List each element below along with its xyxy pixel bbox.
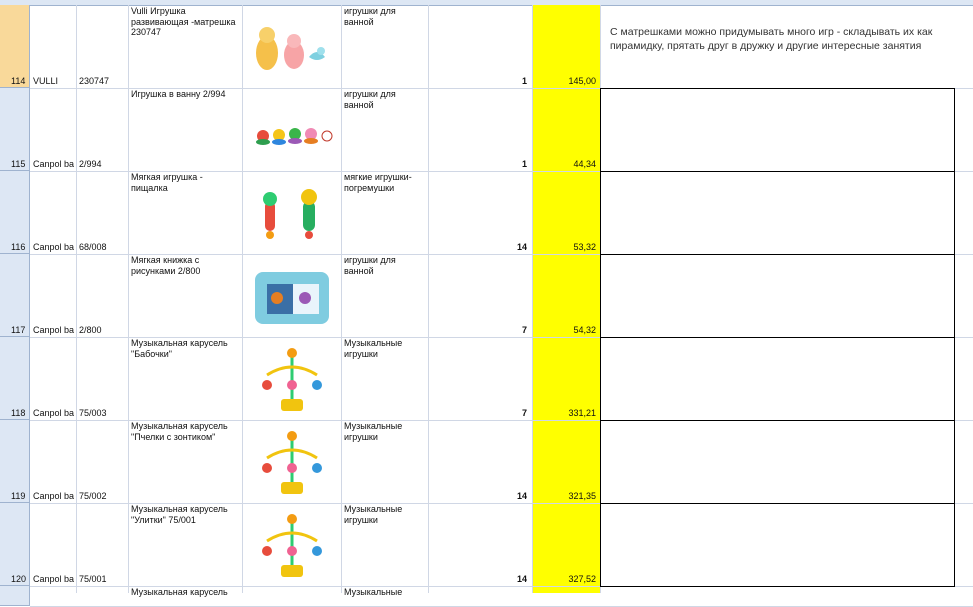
brand-cell[interactable]: Canpol ba [33,574,75,584]
category-cell[interactable]: мягкие игрушки-погремушки [344,172,412,193]
code-cell[interactable]: 2/800 [79,325,102,335]
quantity-cell[interactable]: 1 [521,159,527,169]
code-cell[interactable]: 68/008 [79,242,107,252]
name-cell[interactable]: Мягкая игрушка - пищалка [131,172,203,193]
brand-cell[interactable]: Canpol ba [33,408,75,418]
category-cell[interactable]: игрушки для ванной [344,89,396,110]
brand-cell[interactable]: Canpol ba [33,242,75,252]
mobile-bees-image [247,428,337,498]
name-cell[interactable]: Музыкальная карусель "Пчелки с зонтиком" [131,421,228,442]
brand-cell[interactable]: Canpol ba [33,491,75,501]
name-cell[interactable]: Vulli Игрушка развивающая -матрешка 230747 [131,6,236,37]
row-number[interactable]: 118 [11,408,26,418]
code-cell[interactable]: 75/003 [79,408,107,418]
row-number[interactable]: 116 [11,242,26,252]
price-cell[interactable]: 331,21 [568,408,596,418]
name-cell[interactable]: Музыкальная карусель [131,587,228,597]
squeaky-toy-image [247,179,337,249]
category-cell[interactable]: Музыкальные игрушки [344,338,403,359]
price-cell[interactable]: 321,35 [568,491,596,501]
grid-line [128,5,129,593]
price-cell[interactable]: 53,32 [573,242,596,252]
mobile-snails-image [247,511,337,581]
code-cell[interactable]: 2/994 [79,159,102,169]
brand-cell[interactable]: Canpol ba [33,325,75,335]
row-number[interactable]: 119 [11,491,26,501]
description-box[interactable] [600,503,955,587]
description-box[interactable] [600,88,955,172]
category-cell[interactable]: Музыкальные [344,587,403,597]
code-cell[interactable]: 75/002 [79,491,107,501]
soft-book-image [247,262,337,332]
grid-line [341,5,342,593]
description-box[interactable] [600,254,955,338]
mobile-butterflies-image [247,345,337,415]
quantity-cell[interactable]: 14 [516,574,527,584]
row-number[interactable]: 117 [11,325,26,335]
grid-line [428,5,429,593]
description-box[interactable] [600,337,955,421]
row-number[interactable]: 120 [11,574,27,584]
row-number[interactable]: 115 [11,159,26,169]
row-number[interactable]: 114 [11,76,26,86]
category-cell[interactable]: игрушки для ванной [344,6,396,27]
matryoshka-toy-image [247,13,337,83]
quantity-cell[interactable]: 14 [516,242,527,252]
price-column-highlight [533,5,600,593]
quantity-cell[interactable]: 1 [521,76,527,86]
price-cell[interactable]: 327,52 [568,574,596,584]
brand-cell[interactable]: Canpol ba [33,159,75,169]
price-cell[interactable]: 44,34 [573,159,596,169]
category-cell[interactable]: Музыкальные игрушки [344,504,403,525]
code-cell[interactable]: 230747 [79,76,110,86]
price-cell[interactable]: 145,00 [568,76,596,86]
category-cell[interactable]: Музыкальные игрушки [344,421,403,442]
name-cell[interactable]: Игрушка в ванну 2/994 [131,89,226,99]
name-cell[interactable]: Музыкальная карусель "Улитки" 75/001 [131,504,228,525]
grid-line [76,5,77,593]
row-header[interactable] [0,586,30,606]
description-cell[interactable]: С матрешками можно придумывать много игр - складывать их как пирамидку, прятать друг в дружку и другие интересные занятия [610,26,933,52]
price-cell[interactable]: 54,32 [573,325,596,335]
name-cell[interactable]: Музыкальная карусель "Бабочки" [131,338,228,359]
code-cell[interactable]: 75/001 [79,574,107,584]
quantity-cell[interactable]: 14 [516,491,527,501]
quantity-cell[interactable]: 7 [521,408,527,418]
grid-line [242,5,243,593]
description-box[interactable] [600,420,955,504]
brand-cell[interactable]: VULLI [33,76,59,86]
category-cell[interactable]: игрушки для ванной [344,255,396,276]
description-box[interactable] [600,171,955,255]
quantity-cell[interactable]: 7 [521,325,527,335]
bath-toys-image [247,96,337,166]
name-cell[interactable]: Мягкая книжка с рисунками 2/800 [131,255,201,276]
